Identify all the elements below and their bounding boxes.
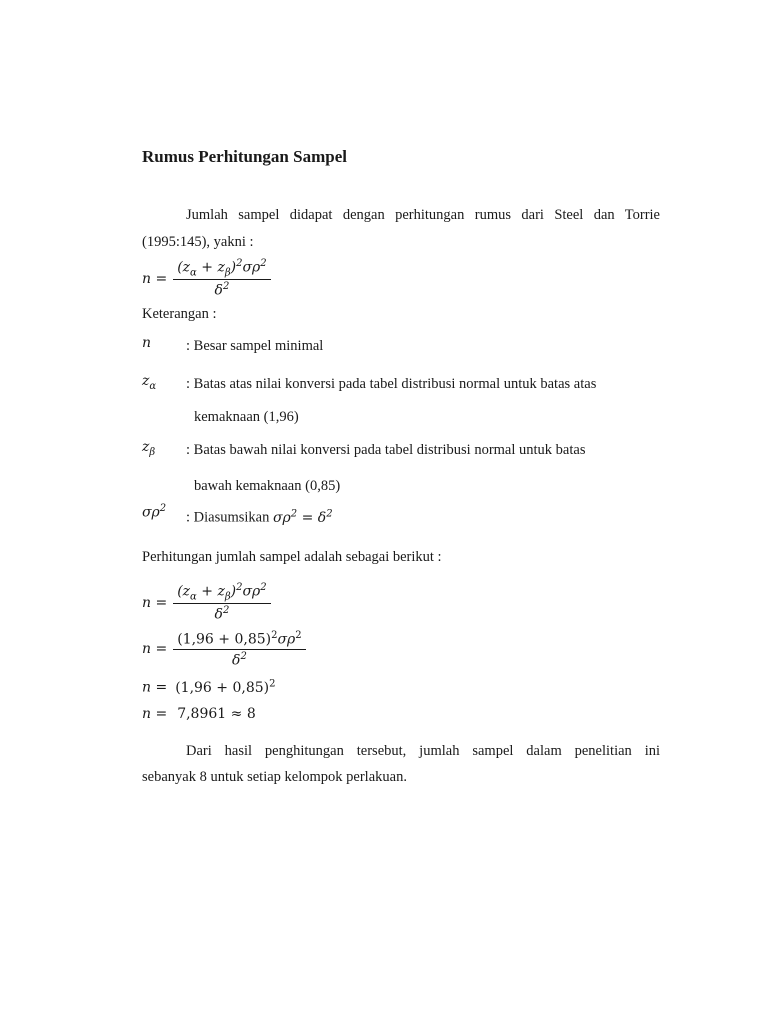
calc-step-1-numerator: $(z_\alpha + z_\beta)^2\sigma\rho^2$ <box>173 582 270 604</box>
legend-symbol-sigma-rho: $\sigma\rho^2$ <box>142 503 167 521</box>
calc-step-1-denominator: $\delta^2$ <box>214 605 230 624</box>
inline-assumption-math: $\sigma\rho^2 = \delta^2$ <box>273 508 333 526</box>
legend-desc-z-beta: : Batas bawah nilai konversi pada tabel distribusi normal untuk batas <box>186 442 586 458</box>
calculation-intro: Perhitungan jumlah sampel adalah sebagai berikut : <box>142 549 442 565</box>
intro-line-1: Jumlah sampel didapat dengan perhitungan rumus dari Steel dan Torrie <box>186 207 660 223</box>
calc-step-2-denominator: $\delta^2$ <box>232 650 247 669</box>
conclusion-line-2: sebanyak 8 untuk setiap kelompok perlakuan. <box>142 769 407 785</box>
calc-step-3: $n = (1,96 + 0,85)^2$ <box>142 678 276 696</box>
calc-result: 7,8961 ≈ 8 <box>177 706 256 722</box>
calc-step-4: n = 7,8961 ≈ 8 <box>142 706 256 722</box>
page-title: Rumus Perhitungan Sampel <box>142 147 347 166</box>
formula-numerator: $(z_\alpha + z_\beta)^2\sigma\rho^2$ <box>173 258 270 280</box>
formula-denominator: $\delta^2$ <box>214 281 230 300</box>
legend-symbol-z-alpha: $z_\alpha$ <box>142 373 157 392</box>
legend-symbol-n: n <box>142 335 152 351</box>
legend-symbol-z-beta: $z_\beta$ <box>142 439 156 458</box>
calc-step-1: n = $\frac{(z_\alpha + z_\beta)^2\sigma\rho^2}{\delta^2}$ <box>142 582 271 623</box>
intro-line-2: (1995:145), yakni : <box>142 234 254 250</box>
calc-step-2-numerator: $(1,96 + 0,85)^2\sigma\rho^2$ <box>173 630 305 650</box>
legend-desc-n: : Besar sampel minimal <box>186 338 324 354</box>
legend-desc-z-beta-cont: bawah kemaknaan (0,85) <box>194 478 341 494</box>
legend-desc-sigma-rho: : Diasumsikan $\sigma\rho^2 = \delta^2$ <box>186 508 333 526</box>
conclusion-line-1: Dari hasil penghitungan tersebut, jumlah sampel dalam penelitian ini <box>186 743 660 759</box>
formula-main <box>142 258 271 299</box>
formula-lhs: n = <box>142 270 168 287</box>
formula-fraction <box>173 258 270 299</box>
keterangan-label: Keterangan : <box>142 306 217 322</box>
legend-desc-z-alpha-cont: kemaknaan (1,96) <box>194 409 299 425</box>
legend-desc-z-alpha: : Batas atas nilai konversi pada tabel distribusi normal untuk batas atas <box>186 376 597 392</box>
calc-step-2: n = $\frac{(1,96 + 0,85)^2\sigma\rho^2}{\delta^2}$ <box>142 630 306 668</box>
